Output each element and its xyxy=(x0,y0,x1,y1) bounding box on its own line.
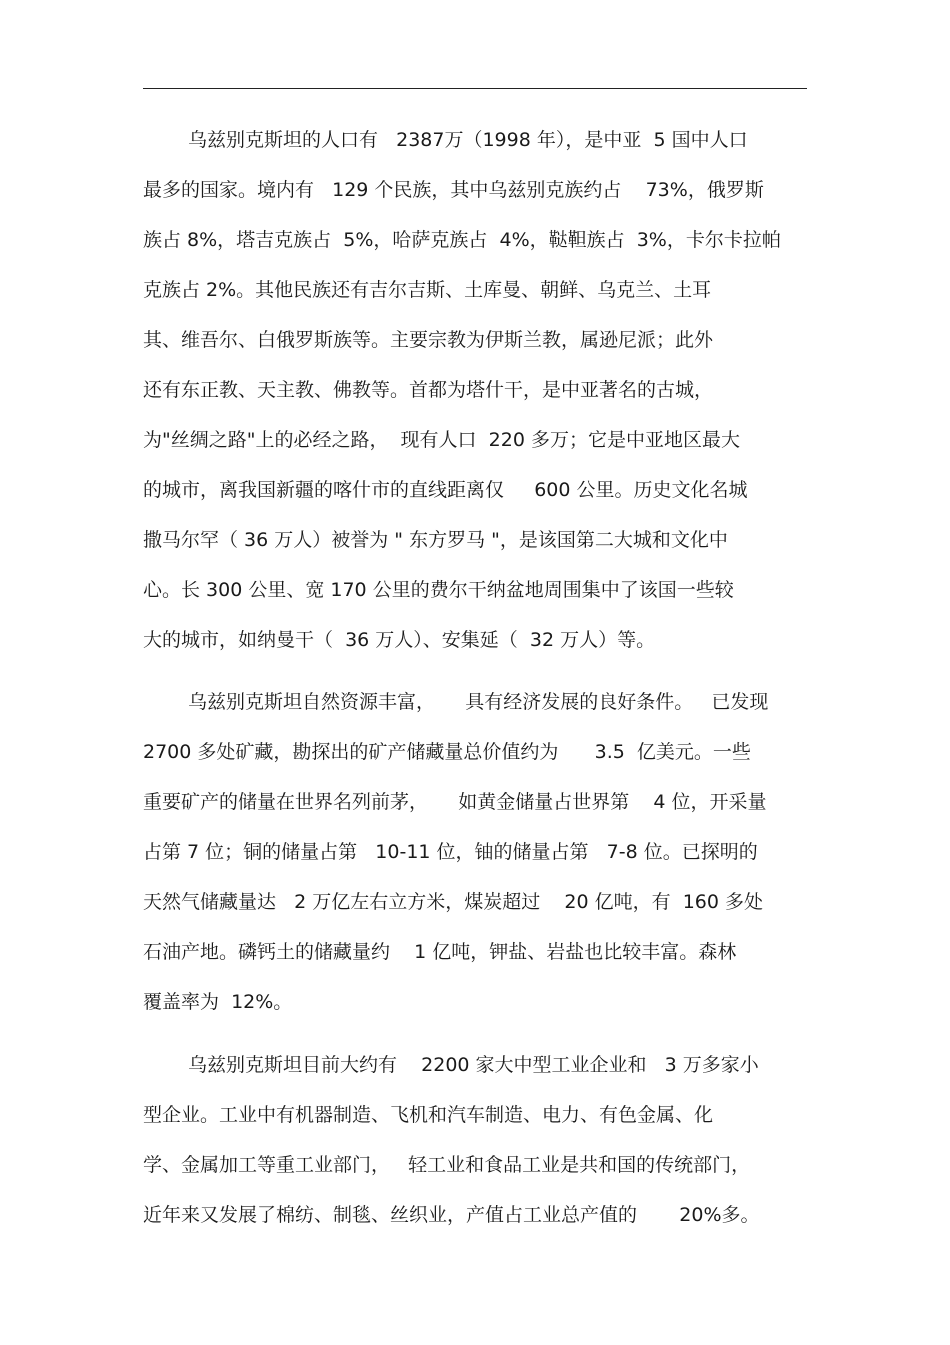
paragraph-1-line-1: 乌兹别克斯坦的人口有 2387万（1998 年），是中亚 5 国中人口 xyxy=(188,129,748,151)
paragraph-3-line-1: 乌兹别克斯坦目前大约有 2200 家大中型工业企业和 3 万多家小 xyxy=(188,1054,759,1076)
paragraph-1-line-8: 的城市，离我国新疆的喀什市的直线距离仅 600 公里。历史文化名城 xyxy=(143,479,748,501)
paragraph-3-line-2: 型企业。工业中有机器制造、飞机和汽车制造、电力、有色金属、化 xyxy=(143,1104,714,1126)
paragraph-2-line-3: 重要矿产的储量在世界名列前茅， 如黄金储量占世界第 4 位，开采量 xyxy=(143,791,767,813)
paragraph-1-line-6: 还有东正教、天主教、佛教等。首都为塔什干，是中亚著名的古城， xyxy=(143,379,714,401)
paragraph-1-line-11: 大的城市，如纳曼干（ 36 万人）、安集延（ 32 万人）等。 xyxy=(143,629,656,651)
paragraph-1-line-4: 克族占 2%。其他民族还有吉尔吉斯、土库曼、朝鲜、乌克兰、土耳 xyxy=(143,279,712,301)
paragraph-2-line-6: 石油产地。磷钙土的储藏量约 1 亿吨，钾盐、岩盐也比较丰富。森林 xyxy=(143,941,737,963)
paragraph-1-line-3: 族占 8%，塔吉克族占 5%，哈萨克族占 4%，鞑靼族占 3%，卡尔卡拉帕 xyxy=(143,229,781,251)
paragraph-1-line-2: 最多的国家。境内有 129 个民族，其中乌兹别克族约占 73%，俄罗斯 xyxy=(143,179,764,201)
paragraph-1-line-9: 撒马尔罕（ 36 万人）被誉为 " 东方罗马 "，是该国第二大城和文化中 xyxy=(143,529,728,551)
paragraph-3-line-3: 学、金属加工等重工业部门， 轻工业和食品工业是共和国的传统部门， xyxy=(143,1154,751,1176)
paragraph-2-line-5: 天然气储藏量达 2 万亿左右立方米，煤炭超过 20 亿吨，有 160 多处 xyxy=(143,891,764,913)
paragraph-2-line-1: 乌兹别克斯坦自然资源丰富， 具有经济发展的良好条件。 已发现 xyxy=(188,691,769,713)
paragraph-1-line-10: 心。长 300 公里、宽 170 公里的费尔干纳盆地周围集中了该国一些较 xyxy=(143,579,734,601)
paragraph-2-line-4: 占第 7 位；铜的储量占第 10-11 位，铀的储量占第 7-8 位。已探明的 xyxy=(143,841,758,863)
paragraph-1-line-5: 其、维吾尔、白俄罗斯族等。主要宗教为伊斯兰教，属逊尼派；此外 xyxy=(143,329,714,351)
paragraph-2-line-2: 2700 多处矿藏，勘探出的矿产储藏量总价值约为 3.5 亿美元。一些 xyxy=(143,741,751,763)
paragraph-2-line-7: 覆盖率为 12%。 xyxy=(143,991,293,1013)
paragraph-3-line-4: 近年来又发展了棉纺、制毯、丝织业，产值占工业总产值的 20%多。 xyxy=(143,1204,760,1226)
header-rule xyxy=(143,88,807,89)
paragraph-1-line-7: 为"丝绸之路"上的必经之路， 现有人口 220 多万；它是中亚地区最大 xyxy=(143,429,740,451)
